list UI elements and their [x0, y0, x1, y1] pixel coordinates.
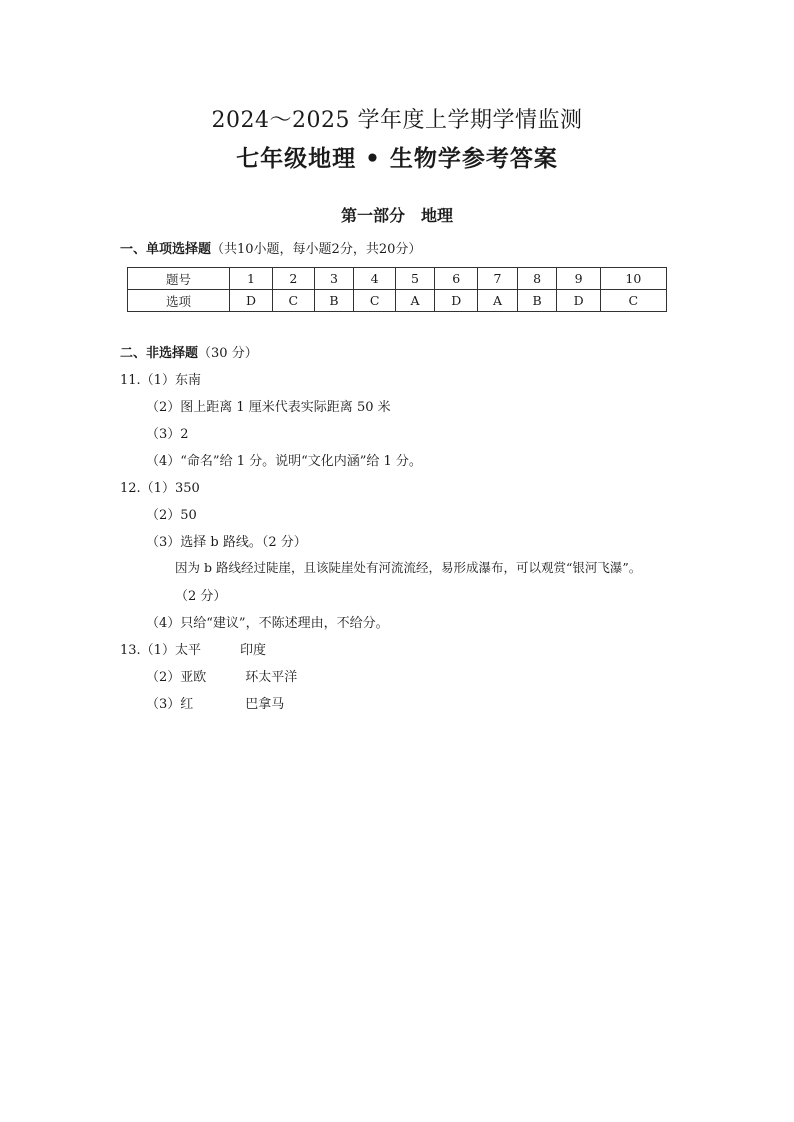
- section1-note: （共10小题，每小题2分，共20分）: [211, 242, 422, 257]
- table-cell: 10: [600, 268, 666, 290]
- table-cell: C: [354, 290, 395, 312]
- table-cell: 6: [435, 268, 478, 290]
- table-cell: 9: [557, 268, 600, 290]
- answer-line: 13.（1）太平 印度: [120, 643, 266, 658]
- answer-line: 11.（1）东南: [120, 373, 201, 388]
- section2-heading-label: 二、非选择题: [120, 346, 199, 361]
- table-cell-label: 题号: [128, 268, 230, 290]
- table-cell: 7: [478, 268, 517, 290]
- table-cell: 8: [517, 268, 557, 290]
- part-title: 第一部分 地理: [340, 206, 453, 225]
- table-cell: 2: [273, 268, 314, 290]
- section1-heading-label: 一、单项选择题: [120, 242, 212, 257]
- answer-line: （3）2: [146, 427, 189, 442]
- answer-line: 12.（1）350: [120, 481, 200, 496]
- answer-line: （4）只给“建议”，不陈述理由，不给分。: [146, 616, 389, 631]
- table-cell: 4: [354, 268, 395, 290]
- table-cell: D: [229, 290, 272, 312]
- answer-line: （2 分）: [175, 589, 227, 604]
- answer-line: （4）“命名”给 1 分。说明“文化内涵”给 1 分。: [146, 454, 422, 469]
- table-cell-label: 选项: [128, 290, 230, 312]
- table-cell: A: [478, 290, 517, 312]
- section2-heading: [120, 342, 258, 361]
- answer-table: [127, 267, 667, 312]
- answer-line: （2）亚欧 环太平洋: [146, 670, 298, 685]
- table-cell: B: [314, 290, 354, 312]
- answer-line: 因为 b 路线经过陡崖，且该陡崖处有河流流经，易形成瀑布，可以观赏“银河飞瀑”。: [175, 560, 642, 575]
- table-cell: 1: [229, 268, 272, 290]
- answer-line: （3）红 巴拿马: [146, 697, 285, 712]
- document-subtitle: 七年级地理 • 生物学参考答案: [236, 146, 558, 172]
- table-cell: B: [517, 290, 557, 312]
- section2-note: （30 分）: [198, 346, 258, 361]
- table-cell: 5: [395, 268, 434, 290]
- table-cell: D: [557, 290, 600, 312]
- answer-line: （3）选择 b 路线。（2 分）: [146, 535, 307, 550]
- answer-line: （2）图上距离 1 厘米代表实际距离 50 米: [146, 400, 391, 415]
- table-row-answers: [128, 290, 667, 312]
- table-cell: C: [273, 290, 314, 312]
- section1-heading: [120, 238, 421, 257]
- table-cell: 3: [314, 268, 354, 290]
- table-cell: D: [435, 290, 478, 312]
- answer-line: （2）50: [146, 508, 197, 523]
- table-cell: A: [395, 290, 434, 312]
- document-title: 2024～2025 学年度上学期学情监测: [211, 108, 583, 133]
- table-row-numbers: [128, 268, 667, 290]
- table-cell: C: [600, 290, 666, 312]
